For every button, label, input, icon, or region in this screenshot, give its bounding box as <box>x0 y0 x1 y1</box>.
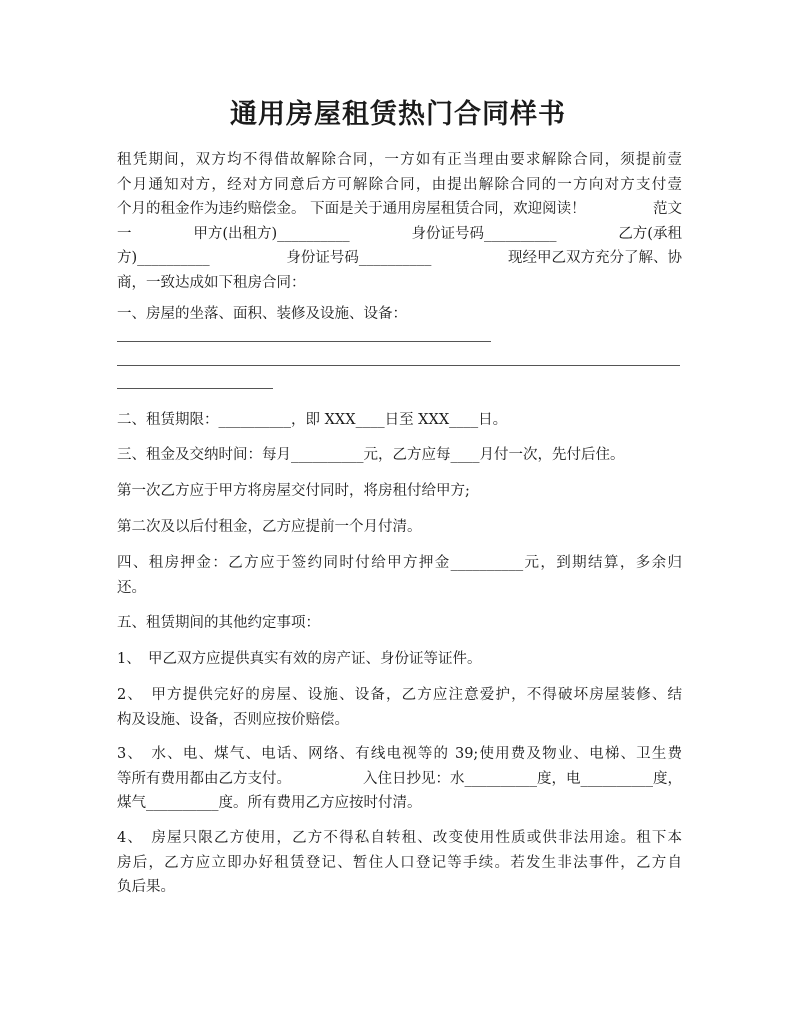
section-3-later-payment: 第二次及以后付租金，乙方应提前一个月付清。 <box>117 519 422 535</box>
blank-line-1 <box>117 341 491 342</box>
blank-line-3 <box>117 388 273 389</box>
party-b-id-field: 身份证号码__________ <box>286 250 432 266</box>
section-4 <box>117 551 682 600</box>
item-2-line-1: 2、 甲方提供完好的房屋、设施、设备，乙方应注意爱护，不得破坏房屋装修、结 <box>117 687 682 703</box>
party-b-field: 方)__________ <box>117 250 210 266</box>
item-2-line-2: 构及设施、设备，否则应按价赔偿。 <box>117 711 349 728</box>
intro-line-2: 个月通知对方，经对方同意后方可解除合同，由提出解除合同的一方向对方支付壹 <box>117 176 682 193</box>
item-3-line-3: 煤气__________度。所有费用乙方应按时付清。 <box>117 795 422 811</box>
item-3-line-2-text: 等所有费用都由乙方支付。 <box>117 770 291 787</box>
item-4-line-1: 4、 房屋只限乙方使用，乙方不得私自转租、改变使用性质或供非法用途。租下本 <box>117 830 682 846</box>
item-1: 1、 甲乙双方应提供真实有效的房产证、身份证等证件。 <box>117 651 482 667</box>
party-b-label: 乙方(承租 <box>618 225 682 242</box>
section-3: 三、租金及交纳时间：每月__________元，乙方应每____月付一次，先付后住。 <box>117 447 625 463</box>
section-4-line-2: 还。 <box>117 579 146 596</box>
blank-line-2 <box>117 365 680 366</box>
meter-readings: 入住日抄见：水__________度，电__________度， <box>363 770 682 787</box>
document-title: 通用房屋租赁热门合同样书 <box>230 99 566 130</box>
section-3-first-payment: 第一次乙方应于甲方将房屋交付同时，将房租付给甲方; <box>117 483 470 499</box>
intro-paragraph <box>117 148 682 295</box>
intro-line-4 <box>117 222 682 247</box>
item-2 <box>117 683 682 732</box>
section-4-line-1: 四、租房押金：乙方应于签约同时付给甲方押金__________元，到期结算，多余归 <box>117 555 682 571</box>
item-3 <box>117 742 682 816</box>
intro-line-5 <box>117 246 682 271</box>
intro-line-5-text: 现经甲乙双方充分了解、协 <box>507 250 682 266</box>
intro-line-1: 租凭期间，双方均不得借故解除合同，一方如有正当理由要求解除合同，须提前壹 <box>117 152 682 168</box>
party-a-id-field: 身份证号码__________ <box>411 225 557 242</box>
section-1-heading: 一、房屋的坐落、面积、装修及设施、设备： <box>117 306 407 322</box>
intro-line-4-yi: 一 <box>117 225 132 242</box>
item-4 <box>117 826 682 900</box>
section-5-heading: 五、租赁期间的其他约定事项： <box>117 615 320 631</box>
intro-line-3 <box>117 197 682 222</box>
intro-line-6: 商，一致达成如下租房合同： <box>117 274 306 291</box>
intro-line-3-fanwen: 范文 <box>653 201 682 217</box>
item-4-line-3: 负后果。 <box>117 879 175 895</box>
intro-line-3-text: 个月的租金作为违约赔偿金。 下面是关于通用房屋租赁合同，欢迎阅读！ <box>117 201 586 217</box>
item-3-line-1: 3、 水、电、煤气、电话、网络、有线电视等的 39;使用费及物业、电梯、卫生费 <box>117 746 682 762</box>
item-3-line-2 <box>117 767 682 792</box>
section-2: 二、租赁期限：__________，即 XXX____日至 XXX____日。 <box>117 412 508 428</box>
item-4-line-2: 房后，乙方应立即办好租赁登记、暂住人口登记等手续。若发生非法事件，乙方自 <box>117 854 682 871</box>
party-a-field: 甲方(出租方)__________ <box>193 225 350 242</box>
